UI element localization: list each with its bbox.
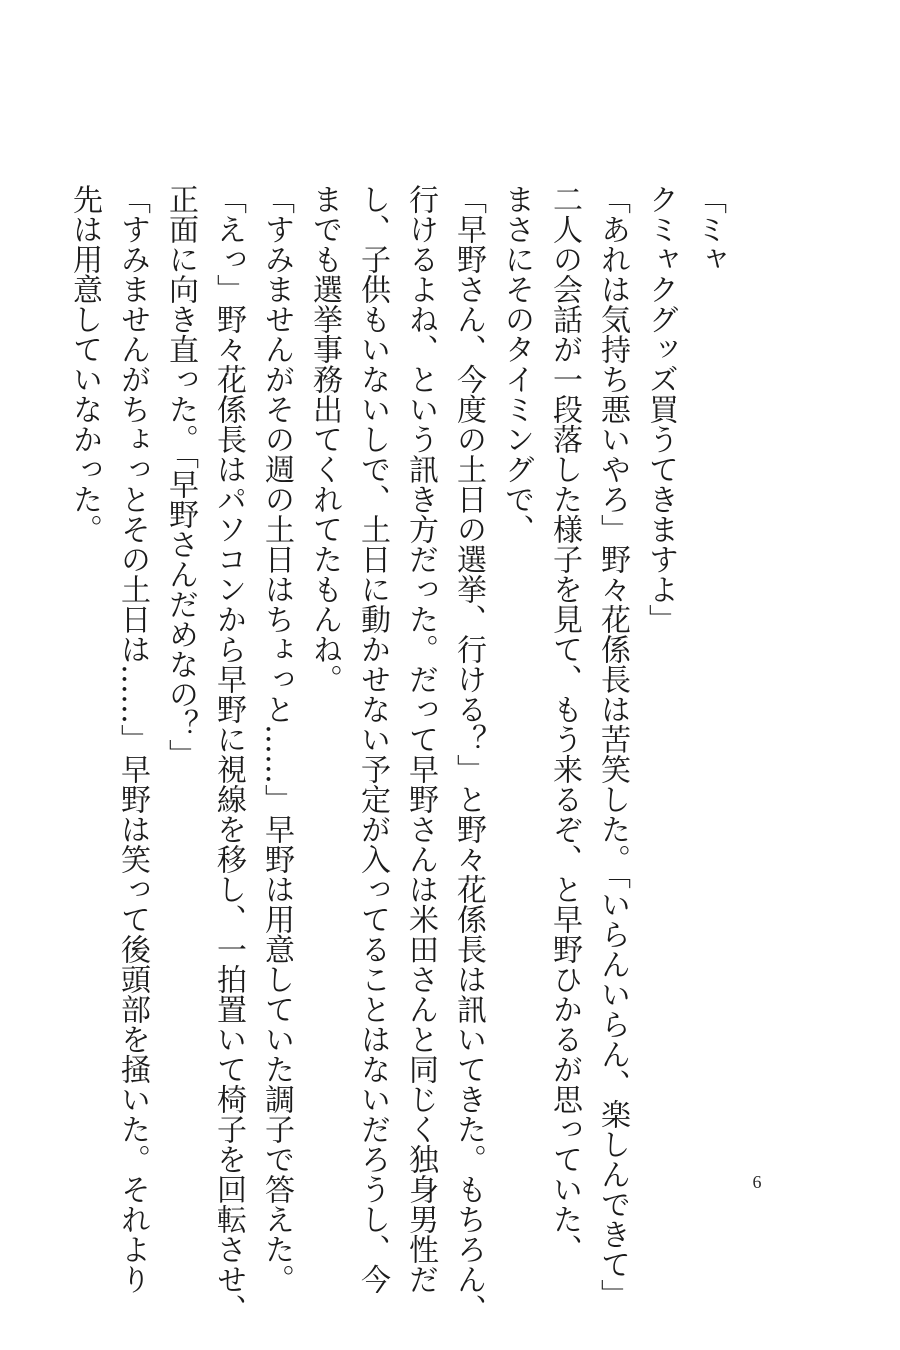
text-line: 行けるよね、という訊き方だった。だって早野さんは米田さんと同じく独身男性だ — [403, 184, 438, 1294]
body-text — [60, 184, 732, 1324]
text-line: までも選挙事務出てくれてたもんね。 — [307, 184, 342, 694]
text-line: 正面に向き直った。「早野さんだめなの？」 — [163, 184, 198, 769]
text-line: 「あれは気持ち悪いやろ」野々花係長は苦笑した。「いらんいらん、楽しんできて」 — [595, 184, 630, 1309]
text-line: し、子供もいないしで、土日に動かせない予定が入ってることはないだろうし、今 — [355, 184, 390, 1294]
page-number: 6 — [752, 1172, 762, 1192]
text-line: 「早野さん、今度の土日の選挙、行ける？」と野々花係長は訊いてきた。もちろん、 — [451, 184, 486, 1324]
text-line: 「すみませんがちょっとその土日は……」早野は笑って後頭部を掻いた。それより — [115, 184, 150, 1294]
text-line: 「ミャ — [691, 184, 726, 274]
text-line: 二人の会話が一段落した様子を見て、もう来るぞ、と早野ひかるが思っていた、 — [547, 184, 582, 1264]
text-line: 先は用意していなかった。 — [67, 184, 102, 544]
text-line: 「えっ」野々花係長はパソコンから早野に視線を移し、一拍置いて椅子を回転させ、 — [211, 184, 246, 1324]
text-line: クミャクグッズ買うてきますよ」 — [643, 184, 678, 634]
text-line: まさにそのタイミングで、 — [499, 184, 534, 544]
text-line: 「すみませんがその週の土日はちょっと……」早野は用意していた調子で答えた。 — [259, 184, 294, 1294]
